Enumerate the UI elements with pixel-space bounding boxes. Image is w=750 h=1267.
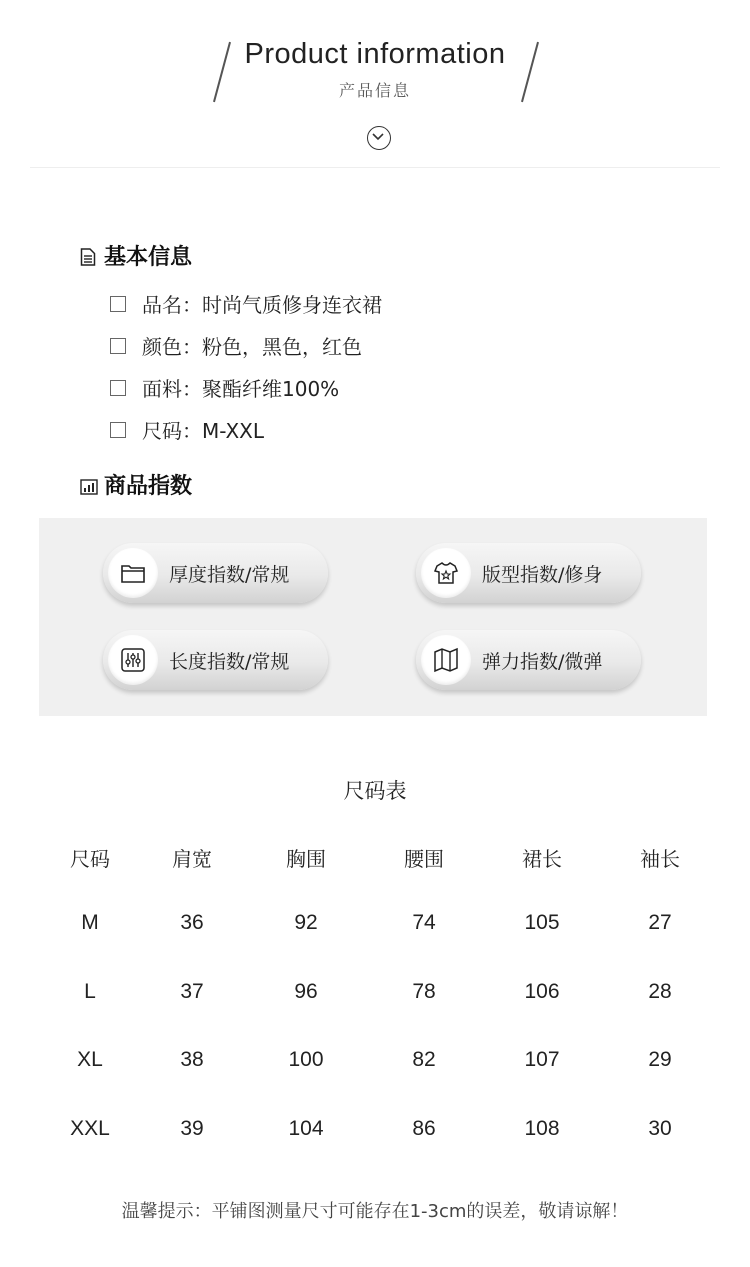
divider [30,167,720,168]
index-pill-thickness [103,543,328,603]
checkbox-icon [110,338,126,354]
folder-icon [108,548,158,598]
table-cell: XL [77,1048,103,1071]
table-cell: 108 [524,1117,560,1140]
basic-info-heading [80,240,192,271]
table-cell: 105 [524,911,560,934]
basic-info-title: 基本信息 [104,245,193,270]
sliders-icon [108,635,158,685]
table-cell: 36 [180,911,204,934]
tshirt-icon [421,548,471,598]
info-item-text: 颜色：粉色，黑色，红色 [142,335,362,359]
info-item-text: 品名：时尚气质修身连衣裙 [142,293,382,317]
table-cell: L [84,980,96,1003]
table-header: 胸围 [286,847,326,871]
size-table-title: 尺码表 [343,779,407,803]
table-cell: 30 [648,1117,672,1140]
index-panel [39,518,707,716]
measurement-note: 温馨提示：平铺图测量尺寸可能存在1-3cm的误差，敬请谅解！ [121,1201,629,1222]
table-cell: 28 [648,980,672,1003]
index-label: 厚度指数/常规 [169,564,290,586]
info-item-color [110,331,362,360]
table-cell: 27 [648,911,672,934]
checkbox-icon [110,380,126,396]
table-header: 腰围 [404,847,444,871]
table-cell: 100 [288,1048,324,1071]
table-cell: 104 [288,1117,324,1140]
table-header: 袖长 [640,847,680,871]
map-icon [421,635,471,685]
info-item-name [110,289,382,318]
table-header: 肩宽 [172,847,212,871]
index-label: 版型指数/修身 [482,564,603,586]
index-label: 弹力指数/微弹 [482,651,603,673]
product-index-title: 商品指数 [104,474,193,499]
table-cell: 29 [648,1048,672,1071]
table-cell: 37 [180,980,204,1003]
index-pill-fit [416,543,641,603]
info-item-text: 尺码：M-XXL [142,419,265,443]
bar-chart-icon [80,476,96,494]
index-pill-elasticity [416,630,641,690]
product-index-heading [80,469,192,500]
table-cell: 107 [524,1048,560,1071]
table-cell: 74 [412,911,436,934]
table-cell: XXL [70,1117,110,1140]
table-cell: 96 [294,980,318,1003]
info-item-text: 面料：聚酯纤维100% [142,377,340,401]
table-cell: 78 [412,980,436,1003]
index-label: 长度指数/常规 [169,651,290,673]
index-pill-length [103,630,328,690]
table-cell: 82 [412,1048,436,1071]
info-item-size [110,415,264,444]
document-icon [80,247,96,265]
table-cell: M [81,911,99,934]
table-header: 尺码 [70,847,110,871]
table-cell: 38 [180,1048,204,1071]
info-item-fabric [110,373,339,402]
title-english: Product information [244,38,506,70]
table-header: 裙长 [522,847,562,871]
table-cell: 86 [412,1117,436,1140]
table-cell: 106 [524,980,560,1003]
table-cell: 92 [294,911,318,934]
chevron-down-icon [367,126,391,150]
checkbox-icon [110,422,126,438]
table-cell: 39 [180,1117,204,1140]
title-chinese: 产品信息 [338,81,411,100]
checkbox-icon [110,296,126,312]
